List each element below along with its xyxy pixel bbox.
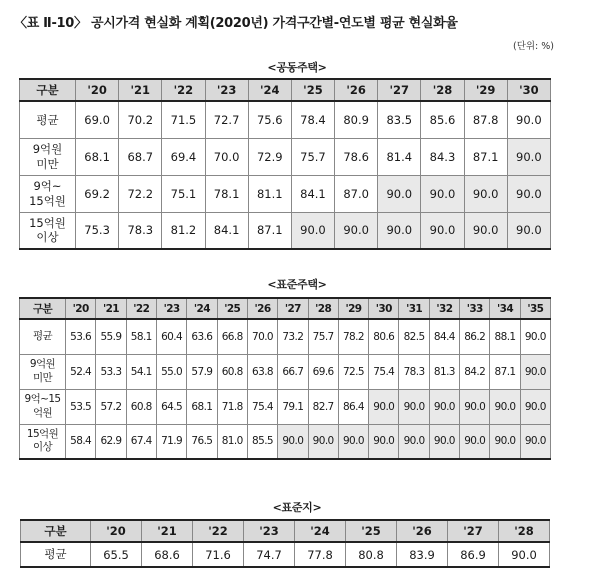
header-cell-year: '35: [520, 298, 550, 319]
header-cell-year: '27: [278, 298, 308, 319]
value-cell: 72.9: [248, 138, 291, 175]
value-cell: 90.0: [421, 212, 464, 249]
value-cell: 57.9: [187, 354, 217, 389]
value-cell: 75.7: [291, 138, 334, 175]
value-cell: 78.1: [205, 175, 248, 212]
header-cell-year: '21: [96, 298, 126, 319]
value-cell: 77.8: [295, 542, 346, 567]
value-cell: 78.4: [291, 101, 334, 138]
table-row: [20, 101, 551, 138]
value-cell: 75.4: [369, 354, 399, 389]
value-cell: 65.5: [91, 542, 142, 567]
header-cell-year: '22: [193, 520, 244, 542]
value-cell: 85.5: [247, 424, 277, 459]
header-cell-year: '29: [464, 79, 507, 101]
value-cell: 90.0: [507, 212, 550, 249]
value-cell: 69.4: [162, 138, 205, 175]
value-cell: 72.2: [119, 175, 162, 212]
value-cell: 71.8: [217, 389, 247, 424]
header-cell-year: '28: [421, 79, 464, 101]
table-header-row: [21, 520, 550, 542]
value-cell: 52.4: [66, 354, 96, 389]
header-cell-year: '26: [335, 79, 378, 101]
value-cell: 90.0: [507, 175, 550, 212]
table-header-row: [20, 298, 551, 319]
header-cell-year: '21: [142, 520, 193, 542]
header-cell-year: '26: [247, 298, 277, 319]
value-cell: 90.0: [464, 175, 507, 212]
value-cell: 90.0: [399, 389, 429, 424]
value-cell: 90.0: [507, 138, 550, 175]
header-cell-year: '24: [295, 520, 346, 542]
value-cell: 68.1: [76, 138, 119, 175]
value-cell: 55.9: [96, 319, 126, 354]
value-cell: 79.1: [278, 389, 308, 424]
value-cell: 71.5: [162, 101, 205, 138]
value-cell: 81.0: [217, 424, 247, 459]
value-cell: 70.2: [119, 101, 162, 138]
value-cell: 75.6: [248, 101, 291, 138]
header-cell-year: '23: [244, 520, 295, 542]
value-cell: 84.3: [421, 138, 464, 175]
value-cell: 66.7: [278, 354, 308, 389]
value-cell: 58.4: [66, 424, 96, 459]
table-row: [20, 389, 551, 424]
value-cell: 68.1: [187, 389, 217, 424]
value-cell: 87.1: [464, 138, 507, 175]
header-cell-year: '23: [156, 298, 186, 319]
value-cell: 81.1: [248, 175, 291, 212]
value-cell: 90.0: [464, 212, 507, 249]
value-cell: 81.2: [162, 212, 205, 249]
table-caption-standard-house: <표준주택>: [267, 278, 327, 291]
table-row: [20, 212, 551, 249]
header-cell-year: '20: [66, 298, 96, 319]
value-cell: 86.9: [448, 542, 499, 567]
value-cell: 82.7: [308, 389, 338, 424]
value-cell: 90.0: [460, 389, 490, 424]
header-cell-year: '22: [126, 298, 156, 319]
value-cell: 75.1: [162, 175, 205, 212]
row-label: 평균: [20, 101, 76, 138]
table-row: [20, 175, 551, 212]
value-cell: 90.0: [338, 424, 368, 459]
value-cell: 90.0: [369, 389, 399, 424]
value-cell: 75.4: [247, 389, 277, 424]
value-cell: 78.6: [335, 138, 378, 175]
value-cell: 69.2: [76, 175, 119, 212]
table-row: [20, 319, 551, 354]
value-cell: 90.0: [291, 212, 334, 249]
value-cell: 87.1: [248, 212, 291, 249]
value-cell: 90.0: [520, 389, 550, 424]
header-cell-year: '25: [291, 79, 334, 101]
header-cell-category: 구분: [21, 520, 91, 542]
value-cell: 84.1: [205, 212, 248, 249]
value-cell: 90.0: [460, 424, 490, 459]
standard-land-rate-table: [20, 519, 550, 568]
value-cell: 78.3: [399, 354, 429, 389]
header-cell-year: '32: [429, 298, 459, 319]
header-cell-year: '31: [399, 298, 429, 319]
value-cell: 80.8: [346, 542, 397, 567]
value-cell: 67.4: [126, 424, 156, 459]
header-cell-year: '23: [205, 79, 248, 101]
row-label: 9억~15 억원: [20, 389, 66, 424]
value-cell: 75.7: [308, 319, 338, 354]
value-cell: 87.1: [490, 354, 520, 389]
value-cell: 83.9: [397, 542, 448, 567]
value-cell: 78.3: [119, 212, 162, 249]
value-cell: 90.0: [278, 424, 308, 459]
value-cell: 87.8: [464, 101, 507, 138]
value-cell: 82.5: [399, 319, 429, 354]
value-cell: 72.5: [338, 354, 368, 389]
value-cell: 69.6: [308, 354, 338, 389]
value-cell: 55.0: [156, 354, 186, 389]
value-cell: 90.0: [520, 354, 550, 389]
header-cell-year: '21: [119, 79, 162, 101]
value-cell: 62.9: [96, 424, 126, 459]
value-cell: 90.0: [369, 424, 399, 459]
value-cell: 84.1: [291, 175, 334, 212]
table-caption-standard-land: <표준지>: [272, 501, 322, 514]
standard-house-rate-table: [19, 297, 551, 460]
value-cell: 90.0: [490, 389, 520, 424]
table-row: [20, 354, 551, 389]
table-row: [20, 424, 551, 459]
value-cell: 87.0: [335, 175, 378, 212]
value-cell: 90.0: [308, 424, 338, 459]
value-cell: 60.8: [126, 389, 156, 424]
value-cell: 83.5: [378, 101, 421, 138]
value-cell: 58.1: [126, 319, 156, 354]
value-cell: 54.1: [126, 354, 156, 389]
value-cell: 70.0: [205, 138, 248, 175]
value-cell: 80.6: [369, 319, 399, 354]
header-cell-year: '30: [507, 79, 550, 101]
header-cell-year: '20: [76, 79, 119, 101]
value-cell: 90.0: [378, 175, 421, 212]
row-label: 평균: [20, 319, 66, 354]
header-cell-year: '27: [448, 520, 499, 542]
value-cell: 86.4: [338, 389, 368, 424]
value-cell: 90.0: [421, 175, 464, 212]
value-cell: 57.2: [96, 389, 126, 424]
header-cell-year: '30: [369, 298, 399, 319]
value-cell: 90.0: [378, 212, 421, 249]
value-cell: 53.6: [66, 319, 96, 354]
value-cell: 60.8: [217, 354, 247, 389]
value-cell: 90.0: [499, 542, 550, 567]
value-cell: 63.8: [247, 354, 277, 389]
page-title: 〈표 Ⅱ-10〉 공시가격 현실화 계획(2020년) 가격구간별-연도별 평균 현실화율: [14, 16, 458, 31]
value-cell: 88.1: [490, 319, 520, 354]
row-label: 15억원 이상: [20, 212, 76, 249]
value-cell: 60.4: [156, 319, 186, 354]
header-cell-year: '28: [308, 298, 338, 319]
value-cell: 71.9: [156, 424, 186, 459]
unit-label: (단위: %): [512, 41, 554, 52]
value-cell: 90.0: [520, 319, 550, 354]
value-cell: 90.0: [429, 424, 459, 459]
value-cell: 84.2: [460, 354, 490, 389]
header-cell-year: '26: [397, 520, 448, 542]
value-cell: 69.0: [76, 101, 119, 138]
value-cell: 86.2: [460, 319, 490, 354]
value-cell: 84.4: [429, 319, 459, 354]
value-cell: 80.9: [335, 101, 378, 138]
header-cell-year: '29: [338, 298, 368, 319]
header-cell-category: 구분: [20, 79, 76, 101]
row-label: 15억원 이상: [20, 424, 66, 459]
value-cell: 85.6: [421, 101, 464, 138]
value-cell: 90.0: [520, 424, 550, 459]
value-cell: 70.0: [247, 319, 277, 354]
table-header-row: [20, 79, 551, 101]
header-cell-year: '22: [162, 79, 205, 101]
value-cell: 53.3: [96, 354, 126, 389]
value-cell: 68.7: [119, 138, 162, 175]
value-cell: 90.0: [429, 389, 459, 424]
value-cell: 71.6: [193, 542, 244, 567]
row-label: 평균: [21, 542, 91, 567]
header-cell-year: '24: [248, 79, 291, 101]
value-cell: 76.5: [187, 424, 217, 459]
header-cell-year: '25: [346, 520, 397, 542]
value-cell: 81.4: [378, 138, 421, 175]
value-cell: 81.3: [429, 354, 459, 389]
value-cell: 72.7: [205, 101, 248, 138]
header-cell-year: '33: [460, 298, 490, 319]
row-label: 9억원 미만: [20, 138, 76, 175]
value-cell: 90.0: [490, 424, 520, 459]
value-cell: 74.7: [244, 542, 295, 567]
header-cell-category: 구분: [20, 298, 66, 319]
header-cell-year: '24: [187, 298, 217, 319]
table-caption-apartment: <공동주택>: [267, 61, 327, 74]
value-cell: 73.2: [278, 319, 308, 354]
value-cell: 78.2: [338, 319, 368, 354]
value-cell: 63.6: [187, 319, 217, 354]
value-cell: 90.0: [399, 424, 429, 459]
row-label: 9억원 미만: [20, 354, 66, 389]
row-label: 9억~ 15억원: [20, 175, 76, 212]
value-cell: 68.6: [142, 542, 193, 567]
header-cell-year: '28: [499, 520, 550, 542]
header-cell-year: '20: [91, 520, 142, 542]
header-cell-year: '34: [490, 298, 520, 319]
value-cell: 75.3: [76, 212, 119, 249]
value-cell: 66.8: [217, 319, 247, 354]
header-cell-year: '27: [378, 79, 421, 101]
header-cell-year: '25: [217, 298, 247, 319]
table-row: [20, 138, 551, 175]
value-cell: 64.5: [156, 389, 186, 424]
value-cell: 90.0: [335, 212, 378, 249]
apartment-rate-table: [19, 78, 551, 250]
value-cell: 90.0: [507, 101, 550, 138]
value-cell: 53.5: [66, 389, 96, 424]
table-row: [21, 542, 550, 567]
